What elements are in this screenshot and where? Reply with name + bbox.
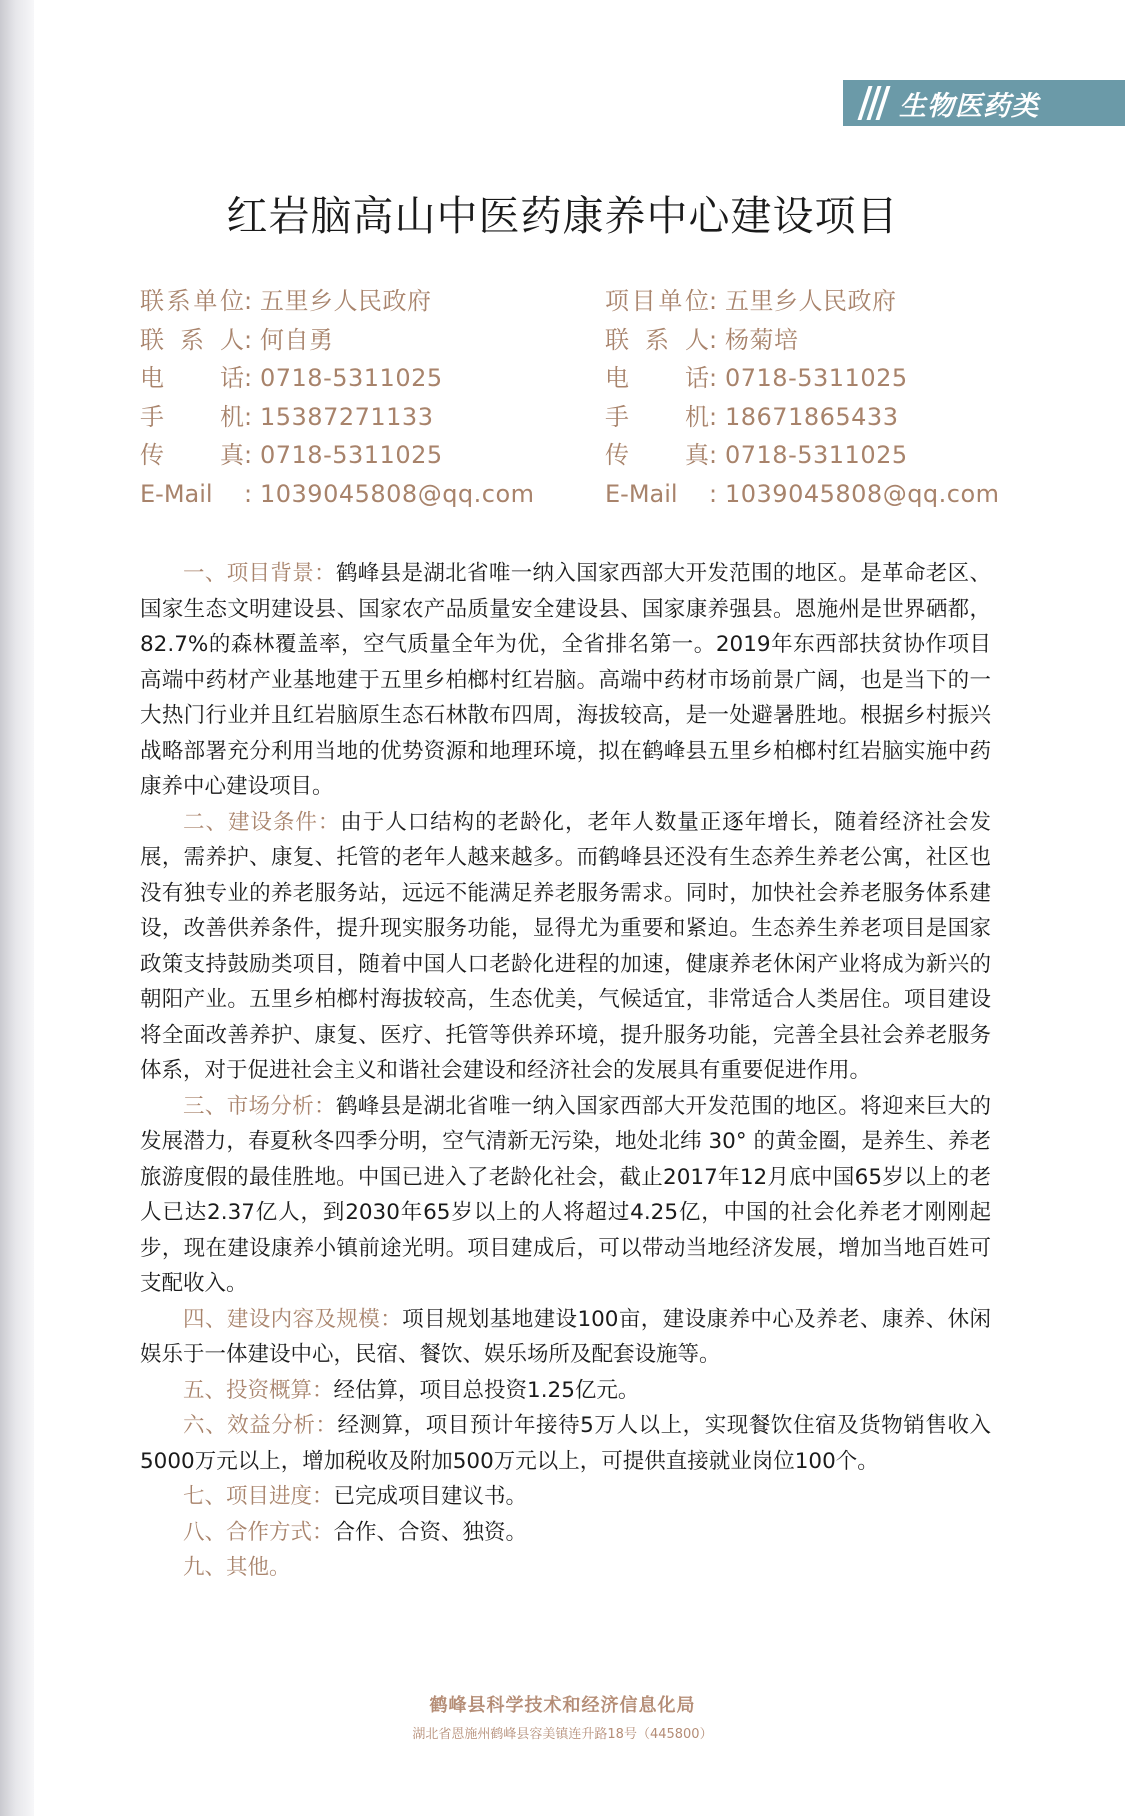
- contact-label: 联系单位: [140, 287, 244, 315]
- contact-value: 0718-5311025: [260, 364, 443, 392]
- section-heading: 一、项目背景：: [183, 561, 336, 586]
- section-text: 经测算，项目预计年接待5万人以上，实现餐饮住宿及货物销售收入5000万元以上，增加税收及附加500万元以上，可提供直接就业岗位100个。: [140, 1413, 991, 1474]
- contact-label: 传 真: [140, 441, 244, 469]
- section-conditions: [140, 805, 991, 1089]
- section-heading: 五、投资概算：: [183, 1377, 334, 1403]
- document-body: [140, 556, 991, 1586]
- section-text: 合作、合资、独资。: [333, 1519, 528, 1545]
- contact-row: 电 话: 0718-5311025: [140, 359, 605, 398]
- contact-label: 传 真: [605, 441, 709, 469]
- contact-value: 五里乡人民政府: [725, 287, 897, 315]
- contact-row: 传 真: 0718-5311025: [605, 436, 1070, 475]
- contact-label: 项目单位: [605, 287, 709, 315]
- contact-label: 手 机: [605, 402, 709, 431]
- contact-row: 联系单位: 五里乡人民政府: [140, 282, 605, 321]
- contact-row: 联 系 人: 杨菊培: [605, 321, 1070, 360]
- contact-label: 电 话: [605, 364, 709, 392]
- section-progress: [140, 1479, 991, 1515]
- contact-column-right: [605, 282, 1070, 513]
- contact-value: 18671865433: [725, 402, 899, 431]
- contact-row: 项目单位: 五里乡人民政府: [605, 282, 1070, 321]
- contact-value: 0718-5311025: [725, 364, 908, 392]
- stripes-decoration: [863, 86, 885, 120]
- page-footer: [0, 1691, 1125, 1742]
- section-text: 项目规划基地建设100亩，建设康养中心及养老、康养、休闲娱乐于一体建设中心，民宿、餐饮、娱乐场所及配套设施等。: [140, 1306, 991, 1367]
- contact-label: 联 系 人: [140, 325, 244, 354]
- section-heading: 九、其他。: [183, 1555, 291, 1580]
- section-heading: 三、市场分析：: [183, 1093, 336, 1119]
- contact-label: E-Mail: [605, 479, 678, 508]
- section-background: [140, 556, 991, 805]
- contact-label: E-Mail: [140, 479, 213, 508]
- section-cooperation: [140, 1515, 991, 1551]
- contact-row: 电 话: 0718-5311025: [605, 359, 1070, 398]
- section-text: 鹤峰县是湖北省唯一纳入国家西部大开发范围的地区。将迎来巨大的发展潜力，春夏秋冬四季分明，空气清新无污染，地处北纬 30° 的黄金圈，是养生、养老旅游度假的最佳胜地。中国已进入了老龄化社会，截止2017年12月底中国65岁以上的老人已达2.37亿人，到2030年65岁以上的人将超过4.25亿，中国的社会化养老才刚刚起步，现在建设康养小镇前途光明。项目建成后，可以带动当地经济发展，增加当地百姓可支配收入。: [140, 1093, 991, 1296]
- page-spine-shadow: [0, 0, 34, 1816]
- section-heading: 四、建设内容及规模：: [183, 1306, 403, 1332]
- contact-value: 0718-5311025: [725, 441, 908, 469]
- document-title: 红岩脑高山中医药康养中心建设项目: [226, 192, 899, 240]
- section-text: 经估算，项目总投资1.25亿元。: [333, 1377, 640, 1403]
- contact-value: 何自勇: [260, 325, 334, 354]
- contact-label: 电 话: [140, 364, 244, 392]
- email-link[interactable]: 1039045808@qq.com: [725, 479, 1000, 508]
- contact-value: 杨菊培: [725, 325, 799, 354]
- section-scope: [140, 1302, 991, 1373]
- footer-organization: 鹤峰县科学技术和经济信息化局: [429, 1695, 696, 1716]
- section-market: [140, 1089, 991, 1302]
- section-heading: 六、效益分析：: [183, 1413, 338, 1438]
- section-other: [140, 1550, 991, 1586]
- contact-row: E-Mail : 1039045808@qq.com: [605, 475, 1070, 514]
- section-text: 由于人口结构的老龄化，老年人数量正逐年增长，随着经济社会发展，需养护、康复、托管的老年人越来越多。而鹤峰县还没有生态养生养老公寓，社区也没有独专业的养老服务站，远远不能满足养老服务需求。同时，加快社会养老服务体系建设，改善供养条件，提升现实服务功能，显得尤为重要和紧迫。生态养生养老项目是国家政策支持鼓励类项目，随着中国人口老龄化进程的加速，健康养老休闲产业将成为新兴的朝阳产业。五里乡柏榔村海拔较高，生态优美，气候适宜，非常适合人类居住。项目建设将全面改善养护、康复、医疗、托管等供养环境，提升服务功能，完善全县社会养老服务体系，对于促进社会主义和谐社会建设和经济社会的发展具有重要促进作用。: [140, 809, 991, 1083]
- section-heading: 七、项目进度：: [183, 1484, 334, 1509]
- contact-value: 五里乡人民政府: [260, 287, 432, 315]
- section-investment: [140, 1373, 991, 1409]
- section-text: 已完成项目建议书。: [333, 1484, 528, 1509]
- contact-label: 联 系 人: [605, 325, 709, 354]
- section-heading: 二、建设条件：: [183, 809, 341, 835]
- footer-address: 湖北省恩施州鹤峰县容美镇连升路18号（445800）: [412, 1727, 713, 1742]
- contact-value: 0718-5311025: [260, 441, 443, 469]
- contact-row: 联 系 人: 何自勇: [140, 321, 605, 360]
- email-link[interactable]: 1039045808@qq.com: [260, 479, 535, 508]
- section-text: 鹤峰县是湖北省唯一纳入国家西部大开发范围的地区。是革命老区、国家生态文明建设县、国家农产品质量安全建设县、国家康养强县。恩施州是世界硒都，82.7%的森林覆盖率，空气质量全年为优，全省排名第一。2019年东西部扶贫协作项目高端中药材产业基地建于五里乡柏榔村红岩脑。高端中药材市场前景广阔，也是当下的一大热门行业并且红岩脑原生态石林散布四周，海拔较高，是一处避暑胜地。根据乡村振兴战略部署充分利用当地的优势资源和地理环境，拟在鹤峰县五里乡柏榔村红岩脑实施中药康养中心建设项目。: [140, 561, 991, 799]
- category-label: 生物医药类: [899, 90, 1039, 122]
- section-heading: 八、合作方式：: [183, 1519, 334, 1545]
- contact-value: 15387271133: [260, 402, 434, 431]
- contact-row: 手 机: 18671865433: [605, 398, 1070, 437]
- contact-label: 手 机: [140, 402, 244, 431]
- contact-row: E-Mail : 1039045808@qq.com: [140, 475, 605, 514]
- contact-info: [140, 282, 1085, 513]
- section-benefits: [140, 1408, 991, 1479]
- contact-row: 手 机: 15387271133: [140, 398, 605, 437]
- contact-row: 传 真: 0718-5311025: [140, 436, 605, 475]
- category-tag: [843, 80, 1125, 126]
- contact-column-left: [140, 282, 605, 513]
